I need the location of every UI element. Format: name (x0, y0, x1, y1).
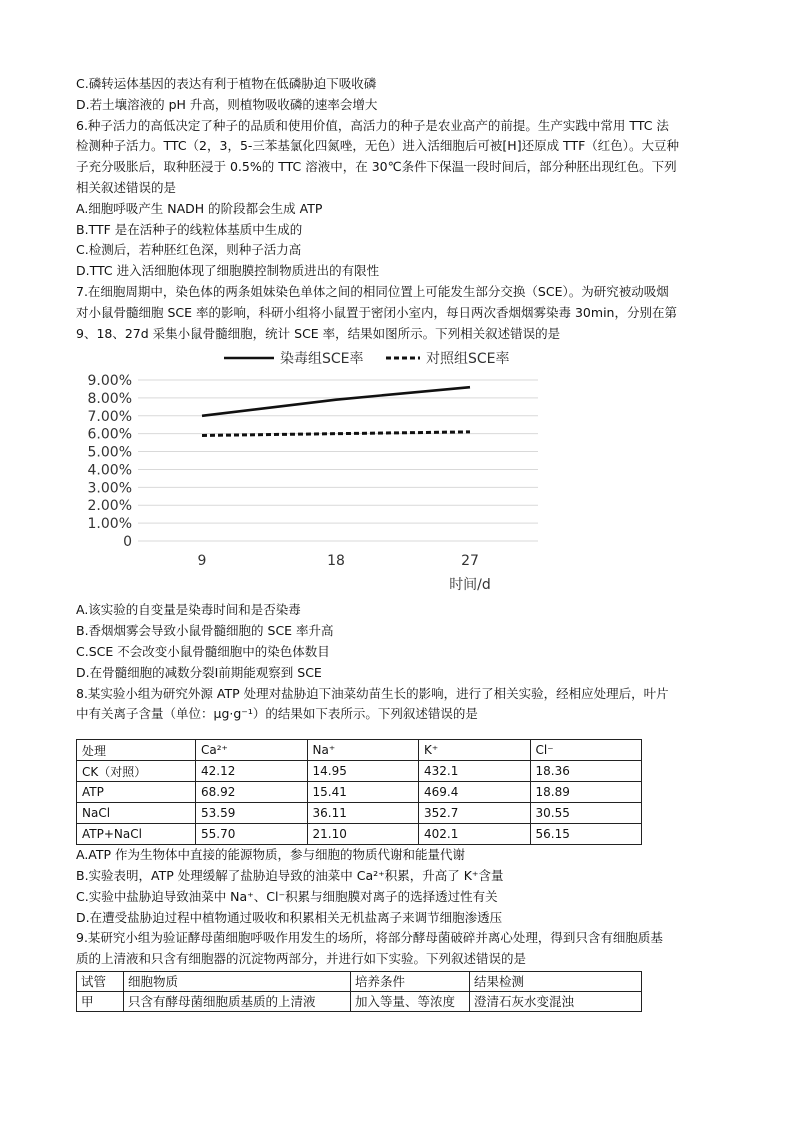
option-6a: A.细胞呼吸产生 NADH 的阶段都会生成 ATP (76, 200, 323, 216)
y-tick-label: 7.00% (87, 409, 132, 426)
table-cell: CK（对照） (77, 761, 196, 782)
table-header-cell: Na⁺ (307, 740, 419, 761)
x-axis-label: 时间/d (449, 577, 491, 594)
x-tick-label: 9 (197, 553, 207, 570)
chart-svg (76, 346, 596, 596)
option-6c: C.检测后，若种胚红色深，则种子活力高 (76, 242, 302, 258)
table-cell: 18.89 (530, 782, 642, 803)
table-cell: 56.15 (530, 824, 642, 845)
table-cell: 42.12 (196, 761, 308, 782)
table-header-cell: Cl⁻ (530, 740, 642, 761)
table-cell: 68.92 (196, 782, 308, 803)
series-line-exposed (202, 388, 470, 417)
table-header-cell: 结果检测 (470, 971, 642, 991)
text-block-bottom (76, 845, 726, 970)
table-header-cell: 培养条件 (351, 971, 470, 991)
option-7b: B.香烟烟雾会导致小鼠骨髓细胞的 SCE 率升高 (76, 623, 334, 639)
table-cell: 402.1 (419, 824, 531, 845)
option-8c: C.实验中盐胁迫导致油菜中 Na⁺、Cl⁻积累与细胞膜对离子的选择透过性有关 (76, 888, 498, 904)
table-cell: 30.55 (530, 803, 642, 824)
question-6-stem: 相关叙述错误的是 (76, 179, 177, 195)
y-tick-label: 6.00% (87, 427, 132, 444)
question-9-stem: 9.某研究小组为验证酵母菌细胞呼吸作用发生的场所，将部分酵母菌破碎并离心处理，得到只含有细胞质基 (76, 930, 663, 946)
x-tick-label: 18 (327, 553, 345, 570)
text-block-top (76, 74, 726, 344)
question-8-stem: 中有关离子含量（单位：μg·g⁻¹）的结果如下表所示。下列叙述错误的是 (76, 706, 478, 722)
y-tick-label: 2.00% (87, 498, 132, 515)
option-7a: A.该实验的自变量是染毒时间和是否染毒 (76, 602, 301, 618)
legend-label-control: 对照组SCE率 (426, 351, 510, 368)
question-6-stem: 6.种子活力的高低决定了种子的品质和使用价值，高活力的种子是农业高产的前提。生产实践中常用 TTC 法 (76, 117, 669, 133)
option-6b: B.TTF 是在活种子的线粒体基质中生成的 (76, 221, 303, 237)
y-tick-label: 9.00% (87, 373, 132, 390)
y-tick-label: 4.00% (87, 462, 132, 479)
table-header-cell: 试管 (77, 971, 124, 991)
exam-page (76, 74, 726, 1012)
y-tick-label: 5.00% (87, 444, 132, 461)
y-tick-label: 8.00% (87, 391, 132, 408)
table-cell: 甲 (77, 991, 124, 1011)
table-cell: ATP+NaCl (77, 824, 196, 845)
table-header-cell: K⁺ (419, 740, 531, 761)
table-cell: 469.4 (419, 782, 531, 803)
table-cell: 14.95 (307, 761, 419, 782)
question-9-stem: 质的上清液和只含有细胞器的沉淀物两部分，并进行如下实验。下列叙述错误的是 (76, 951, 527, 967)
table-row (77, 782, 642, 803)
question-6-stem: 检测种子活力。TTC（2，3，5-三苯基氯化四氮唑，无色）进入活细胞后可被[H]还原成 TTF（红色）。大豆种 (76, 138, 680, 154)
option-5c: C.磷转运体基因的表达有利于植物在低磷胁迫下吸收磷 (76, 76, 377, 91)
table-cell: 55.70 (196, 824, 308, 845)
table-header-cell: 细胞物质 (124, 971, 351, 991)
table-row (77, 761, 642, 782)
table-cell: 36.11 (307, 803, 419, 824)
table-row (77, 991, 642, 1011)
table-row (77, 803, 642, 824)
question-7-stem: 9、18、27d 采集小鼠骨髓细胞，统计 SCE 率，结果如图所示。下列相关叙述错误的是 (76, 325, 561, 341)
option-8d: D.在遭受盐胁迫过程中植物通过吸收和积累相关无机盐离子来调节细胞渗透压 (76, 909, 503, 925)
sce-line-chart (76, 346, 596, 596)
table-header-row (77, 740, 642, 761)
table-cell: 只含有酵母菌细胞质基质的上清液 (124, 991, 351, 1011)
option-7c: C.SCE 不会改变小鼠骨髓细胞中的染色体数目 (76, 643, 330, 659)
table-cell: 432.1 (419, 761, 531, 782)
x-tick-label: 27 (461, 553, 479, 570)
yeast-experiment-table (76, 971, 642, 1012)
table-cell: 18.36 (530, 761, 642, 782)
table-cell: 澄清石灰水变混浊 (470, 991, 642, 1011)
table-cell: 加入等量、等浓度 (351, 991, 470, 1011)
table-cell: 352.7 (419, 803, 531, 824)
option-8b: B.实验表明，ATP 处理缓解了盐胁迫导致的油菜中 Ca²⁺积累，升高了 K⁺含量 (76, 867, 504, 883)
question-7-stem: 对小鼠骨髓细胞 SCE 率的影响，科研小组将小鼠置于密闭小室内，每日两次香烟烟雾染毒 30min，分别在第 (76, 304, 677, 320)
table-cell: 15.41 (307, 782, 419, 803)
question-7-stem: 7.在细胞周期中，染色体的两条姐妹染色单体之间的相同位置上可能发生部分交换（SCE）。为研究被动吸烟 (76, 283, 669, 299)
y-tick-label: 0 (123, 534, 132, 551)
option-7d: D.在骨髓细胞的减数分裂Ⅰ前期能观察到 SCE (76, 664, 322, 680)
table-cell: 21.10 (307, 824, 419, 845)
table-header-cell: Ca²⁺ (196, 740, 308, 761)
table-cell: 53.59 (196, 803, 308, 824)
table-row (77, 824, 642, 845)
question-8-stem: 8.某实验小组为研究外源 ATP 处理对盐胁迫下油菜幼苗生长的影响，进行了相关实验，经相应处理后，叶片 (76, 685, 669, 701)
option-6d: D.TTC 进入活细胞体现了细胞膜控制物质进出的有限性 (76, 263, 380, 279)
table-header-cell: 处理 (77, 740, 196, 761)
table-header-row (77, 971, 642, 991)
table-cell: NaCl (77, 803, 196, 824)
question-6-stem: 子充分吸胀后，取种胚浸于 0.5%的 TTC 溶液中，在 30℃条件下保温一段时间后，部分种胚出现红色。下列 (76, 159, 677, 175)
table-cell: ATP (77, 782, 196, 803)
option-5d: D.若土壤溶液的 pH 升高，则植物吸收磷的速率会增大 (76, 96, 378, 112)
y-tick-label: 3.00% (87, 480, 132, 497)
ion-content-table (76, 739, 642, 845)
option-8a: A.ATP 作为生物体中直接的能源物质，参与细胞的物质代谢和能量代谢 (76, 847, 466, 863)
text-block-mid (76, 600, 726, 725)
y-tick-label: 1.00% (87, 516, 132, 533)
legend-label-exposed: 染毒组SCE率 (280, 351, 364, 368)
